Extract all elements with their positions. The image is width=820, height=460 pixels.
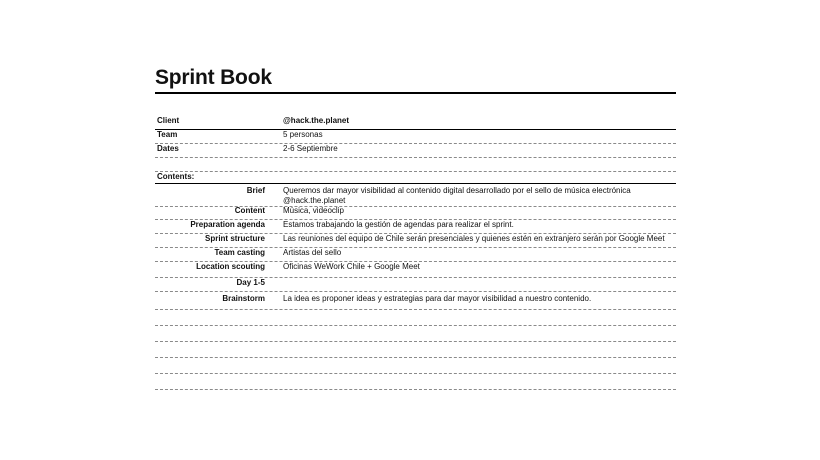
- team-casting-row: [155, 248, 676, 262]
- title-divider: [155, 92, 676, 94]
- content-label: Content: [234, 206, 265, 215]
- sprint-structure-row: [155, 234, 676, 248]
- preparation-agenda-row: [155, 220, 676, 234]
- brief-value-line1: Queremos dar mayor visibilidad al contenido digital desarrollado por el sello de música electrónica: [283, 186, 631, 195]
- preparation-agenda-label: Preparation agenda: [190, 220, 265, 229]
- location-scouting-label: Location scouting: [196, 262, 265, 271]
- page-title: Sprint Book: [155, 66, 272, 89]
- content-value: Música, videoclip: [283, 206, 344, 215]
- team-casting-label: Team casting: [214, 248, 265, 257]
- contents-label: Contents:: [157, 172, 195, 181]
- empty-line-4: [155, 359, 676, 374]
- client-label: Client: [157, 116, 180, 125]
- preparation-agenda-value: Estamos trabajando la gestión de agendas para realizar el sprint.: [283, 220, 514, 229]
- sprint-structure-label: Sprint structure: [204, 234, 265, 243]
- brief-value-line2: @hack.the.planet: [283, 196, 346, 205]
- empty-line-3: [155, 343, 676, 358]
- team-casting-value: Artistas del sello: [283, 248, 342, 257]
- brief-row: [155, 186, 676, 207]
- brainstorm-row: [155, 294, 676, 310]
- brief-label: Brief: [246, 186, 265, 195]
- client-value: @hack.the.planet: [283, 116, 350, 125]
- team-value: 5 personas: [283, 130, 323, 139]
- sprint-structure-value: Las reuniones del equipo de Chile serán presenciales y quienes estén en extranjero serán por Google Meet: [283, 234, 665, 243]
- empty-line-2: [155, 327, 676, 342]
- contents-row: [155, 172, 676, 184]
- brief-value: [283, 186, 673, 206]
- team-label: Team: [157, 130, 178, 139]
- location-scouting-value: Oficinas WeWork Chile + Google Meet: [283, 262, 420, 271]
- location-scouting-row: [155, 262, 676, 278]
- brainstorm-label: Brainstorm: [222, 294, 265, 303]
- blank-row: [155, 158, 676, 172]
- empty-line-5: [155, 375, 676, 390]
- content-row: [155, 206, 676, 220]
- dates-value: 2-6 Septiembre: [283, 144, 338, 153]
- dates-row: [155, 144, 676, 158]
- dates-label: Dates: [157, 144, 179, 153]
- client-row: [155, 116, 676, 130]
- team-row: [155, 130, 676, 144]
- empty-line-1: [155, 311, 676, 326]
- day-1-5-label: Day 1-5: [236, 278, 265, 287]
- brainstorm-value: La idea es proponer ideas y estrategias para dar mayor visibilidad a nuestro contenido.: [283, 294, 592, 303]
- day-1-5-row: [155, 278, 676, 292]
